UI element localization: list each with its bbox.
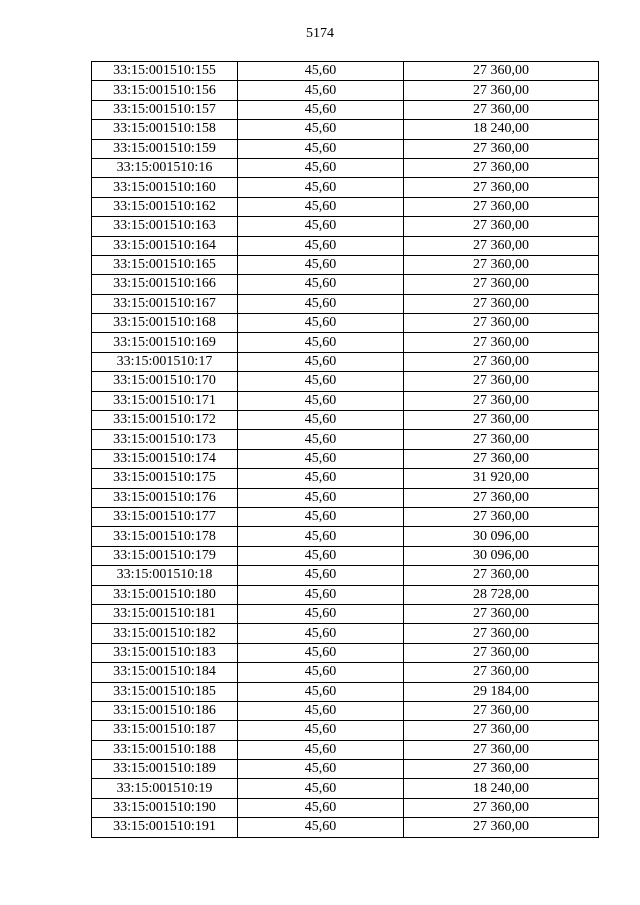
table-row: [92, 120, 599, 139]
value-cell: 27 360,00: [404, 411, 599, 430]
value-cell: 27 360,00: [404, 643, 599, 662]
value-cell: 27 360,00: [404, 255, 599, 274]
area-cell: 45,60: [238, 81, 404, 100]
table-row: [92, 507, 599, 526]
value-cell: 27 360,00: [404, 391, 599, 410]
cadastral-number-cell: 33:15:001510:189: [92, 760, 238, 779]
table-row: [92, 81, 599, 100]
area-cell: 45,60: [238, 100, 404, 119]
area-cell: 45,60: [238, 566, 404, 585]
cadastral-number-cell: 33:15:001510:158: [92, 120, 238, 139]
cadastral-number-cell: 33:15:001510:183: [92, 643, 238, 662]
area-cell: 45,60: [238, 701, 404, 720]
table-row: [92, 546, 599, 565]
area-cell: 45,60: [238, 469, 404, 488]
area-cell: 45,60: [238, 217, 404, 236]
cadastral-value-table: [91, 61, 599, 838]
area-cell: 45,60: [238, 818, 404, 837]
table-row: [92, 139, 599, 158]
area-cell: 45,60: [238, 604, 404, 623]
value-cell: 27 360,00: [404, 197, 599, 216]
table-row: [92, 314, 599, 333]
area-cell: 45,60: [238, 585, 404, 604]
value-cell: 27 360,00: [404, 701, 599, 720]
cadastral-number-cell: 33:15:001510:178: [92, 527, 238, 546]
value-cell: 27 360,00: [404, 100, 599, 119]
table-row: [92, 469, 599, 488]
table-row: [92, 721, 599, 740]
value-cell: 27 360,00: [404, 430, 599, 449]
value-cell: 27 360,00: [404, 333, 599, 352]
area-cell: 45,60: [238, 430, 404, 449]
area-cell: 45,60: [238, 178, 404, 197]
area-cell: 45,60: [238, 314, 404, 333]
area-cell: 45,60: [238, 139, 404, 158]
cadastral-number-cell: 33:15:001510:185: [92, 682, 238, 701]
table-row: [92, 740, 599, 759]
table-row: [92, 294, 599, 313]
value-cell: 27 360,00: [404, 488, 599, 507]
area-cell: 45,60: [238, 120, 404, 139]
table-row: [92, 566, 599, 585]
cadastral-number-cell: 33:15:001510:168: [92, 314, 238, 333]
table-row: [92, 798, 599, 817]
value-cell: 18 240,00: [404, 120, 599, 139]
table-row: [92, 779, 599, 798]
cadastral-number-cell: 33:15:001510:172: [92, 411, 238, 430]
table-body: [92, 62, 599, 838]
value-cell: 30 096,00: [404, 527, 599, 546]
value-cell: 27 360,00: [404, 624, 599, 643]
value-cell: 31 920,00: [404, 469, 599, 488]
cadastral-number-cell: 33:15:001510:173: [92, 430, 238, 449]
table-row: [92, 624, 599, 643]
area-cell: 45,60: [238, 391, 404, 410]
table-row: [92, 217, 599, 236]
area-cell: 45,60: [238, 372, 404, 391]
value-cell: 29 184,00: [404, 682, 599, 701]
table-row: [92, 643, 599, 662]
table-row: [92, 391, 599, 410]
value-cell: 18 240,00: [404, 779, 599, 798]
cadastral-number-cell: 33:15:001510:175: [92, 469, 238, 488]
area-cell: 45,60: [238, 333, 404, 352]
cadastral-number-cell: 33:15:001510:171: [92, 391, 238, 410]
value-cell: 27 360,00: [404, 352, 599, 371]
area-cell: 45,60: [238, 352, 404, 371]
cadastral-number-cell: 33:15:001510:180: [92, 585, 238, 604]
value-cell: 27 360,00: [404, 217, 599, 236]
cadastral-number-cell: 33:15:001510:179: [92, 546, 238, 565]
table-row: [92, 62, 599, 81]
value-cell: 27 360,00: [404, 62, 599, 81]
value-cell: 27 360,00: [404, 236, 599, 255]
cadastral-number-cell: 33:15:001510:157: [92, 100, 238, 119]
value-cell: 27 360,00: [404, 740, 599, 759]
cadastral-number-cell: 33:15:001510:182: [92, 624, 238, 643]
area-cell: 45,60: [238, 740, 404, 759]
area-cell: 45,60: [238, 624, 404, 643]
area-cell: 45,60: [238, 488, 404, 507]
cadastral-number-cell: 33:15:001510:17: [92, 352, 238, 371]
cadastral-number-cell: 33:15:001510:167: [92, 294, 238, 313]
area-cell: 45,60: [238, 546, 404, 565]
value-cell: 27 360,00: [404, 158, 599, 177]
value-cell: 30 096,00: [404, 546, 599, 565]
cadastral-number-cell: 33:15:001510:190: [92, 798, 238, 817]
table-row: [92, 663, 599, 682]
cadastral-number-cell: 33:15:001510:18: [92, 566, 238, 585]
table-row: [92, 372, 599, 391]
cadastral-number-cell: 33:15:001510:177: [92, 507, 238, 526]
value-cell: 27 360,00: [404, 566, 599, 585]
page-number: 5174: [306, 26, 334, 41]
value-cell: 28 728,00: [404, 585, 599, 604]
area-cell: 45,60: [238, 663, 404, 682]
table-row: [92, 255, 599, 274]
value-cell: 27 360,00: [404, 275, 599, 294]
value-cell: 27 360,00: [404, 663, 599, 682]
area-cell: 45,60: [238, 507, 404, 526]
area-cell: 45,60: [238, 275, 404, 294]
area-cell: 45,60: [238, 236, 404, 255]
value-cell: 27 360,00: [404, 449, 599, 468]
cadastral-number-cell: 33:15:001510:16: [92, 158, 238, 177]
value-cell: 27 360,00: [404, 818, 599, 837]
table-row: [92, 158, 599, 177]
area-cell: 45,60: [238, 158, 404, 177]
table-row: [92, 197, 599, 216]
cadastral-number-cell: 33:15:001510:156: [92, 81, 238, 100]
cadastral-number-cell: 33:15:001510:163: [92, 217, 238, 236]
cadastral-number-cell: 33:15:001510:188: [92, 740, 238, 759]
table-row: [92, 100, 599, 119]
area-cell: 45,60: [238, 527, 404, 546]
table-row: [92, 449, 599, 468]
area-cell: 45,60: [238, 294, 404, 313]
value-cell: 27 360,00: [404, 507, 599, 526]
table-row: [92, 333, 599, 352]
value-cell: 27 360,00: [404, 721, 599, 740]
table-row: [92, 527, 599, 546]
table-row: [92, 411, 599, 430]
area-cell: 45,60: [238, 197, 404, 216]
table-row: [92, 585, 599, 604]
value-cell: 27 360,00: [404, 178, 599, 197]
value-cell: 27 360,00: [404, 294, 599, 313]
table-row: [92, 682, 599, 701]
cadastral-number-cell: 33:15:001510:181: [92, 604, 238, 623]
value-cell: 27 360,00: [404, 604, 599, 623]
area-cell: 45,60: [238, 721, 404, 740]
table-row: [92, 178, 599, 197]
table-row: [92, 352, 599, 371]
cadastral-number-cell: 33:15:001510:159: [92, 139, 238, 158]
value-cell: 27 360,00: [404, 81, 599, 100]
cadastral-number-cell: 33:15:001510:19: [92, 779, 238, 798]
area-cell: 45,60: [238, 62, 404, 81]
area-cell: 45,60: [238, 411, 404, 430]
table-row: [92, 236, 599, 255]
cadastral-number-cell: 33:15:001510:169: [92, 333, 238, 352]
value-cell: 27 360,00: [404, 314, 599, 333]
table-row: [92, 818, 599, 837]
value-cell: 27 360,00: [404, 760, 599, 779]
area-cell: 45,60: [238, 682, 404, 701]
area-cell: 45,60: [238, 779, 404, 798]
cadastral-number-cell: 33:15:001510:164: [92, 236, 238, 255]
area-cell: 45,60: [238, 255, 404, 274]
value-cell: 27 360,00: [404, 798, 599, 817]
cadastral-number-cell: 33:15:001510:191: [92, 818, 238, 837]
area-cell: 45,60: [238, 760, 404, 779]
cadastral-number-cell: 33:15:001510:187: [92, 721, 238, 740]
cadastral-number-cell: 33:15:001510:162: [92, 197, 238, 216]
cadastral-number-cell: 33:15:001510:184: [92, 663, 238, 682]
table-row: [92, 275, 599, 294]
area-cell: 45,60: [238, 449, 404, 468]
cadastral-number-cell: 33:15:001510:160: [92, 178, 238, 197]
cadastral-number-cell: 33:15:001510:174: [92, 449, 238, 468]
cadastral-number-cell: 33:15:001510:155: [92, 62, 238, 81]
cadastral-number-cell: 33:15:001510:166: [92, 275, 238, 294]
table-row: [92, 430, 599, 449]
table-row: [92, 488, 599, 507]
value-cell: 27 360,00: [404, 372, 599, 391]
cadastral-number-cell: 33:15:001510:165: [92, 255, 238, 274]
area-cell: 45,60: [238, 643, 404, 662]
table-row: [92, 604, 599, 623]
value-cell: 27 360,00: [404, 139, 599, 158]
cadastral-number-cell: 33:15:001510:186: [92, 701, 238, 720]
cadastral-number-cell: 33:15:001510:170: [92, 372, 238, 391]
table-row: [92, 701, 599, 720]
cadastral-number-cell: 33:15:001510:176: [92, 488, 238, 507]
table-row: [92, 760, 599, 779]
area-cell: 45,60: [238, 798, 404, 817]
